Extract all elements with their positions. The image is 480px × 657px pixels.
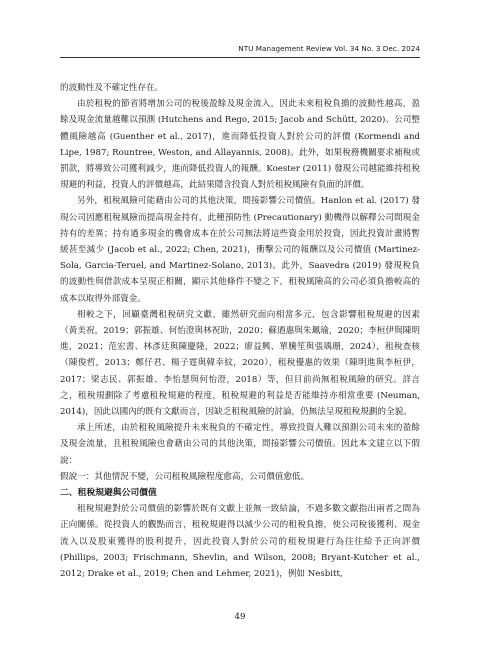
page-number: 49: [234, 612, 246, 622]
paragraph-tax-avoidance-value: 租稅規避對於公司價值的影響於既有文獻上並無一致結論，不過多數文獻指出兩者之間為正向關係。從投資人的觀點而言，租稅規避得以減少公司的租稅負擔，使公司稅後獲利、現金流入以及股東獲得的股利提升，因此投資人對於公司的租稅規避行為往往給予正向評價 (Phillips, 2003; Frischmann, Shevlin, and Wilson, 2008; Bryant-Kutcher et al., 2012; Drake et al., 2019; Chen and Lehmer, 2021)，例如 Nesbitt,: [60, 504, 420, 580]
paragraph-continuation: 的波動性及不確定性存在。: [60, 83, 164, 93]
paragraph-hypothesis-intro: 承上所述，由於租稅風險提升未來稅負的不確定性，導致投資人難以預測公司未來的盈餘及現金流量，且租稅風險也會藉由公司的其他決策，間接影響公司價值。因此本文建立以下假說：: [60, 423, 420, 466]
section-heading: 二、租稅規避與公司價值: [60, 488, 157, 499]
article-body: [60, 80, 420, 582]
header-rule: [60, 57, 420, 58]
hypothesis-one: 假說一：其他情況不變，公司租稅風險程度愈高，公司價值愈低。: [60, 471, 310, 482]
paragraph-taiwan-literature: 相較之下，回顧臺灣租稅研究文獻，雖然研究面向相當多元，包含影響租稅規避的因素（黃美祝，2019；郭振雄、何怡澄與林祝助，2020；蘇迺惠與朱珮瑜，2020；李桓伊與陳明進，2021；范宏書、林彥廷與陳慶隆，2022；廖益興、單騰笙與張瑀珊，2024），租稅查核（陳俊哲，2013；鄭仔君、楊子霆與韓幸紋，2020），租稅優惠的效果（陳明進與李桓伊，2017；梁志民、郭振雄、李怡慧與何怡澄，2018）等，但目前尚無租稅風險的研究。詳言之，租稅規劃除了考慮租稅規避的程度，租稅規避的利益是否能維持亦相當重要 (Neuman, 2014)，因此以國內的既有文獻而言，因缺乏租稅風險的討論，仍無法呈現租稅規劃的全貌。: [60, 309, 420, 418]
paragraph-tax-risk-volatility: 由於租稅的節省將增加公司的稅後盈餘及現金流入，因此未來租稅負擔的波動性越高，盈餘及現金流量越難以預測 (Hutchens and Rego, 2015; Jacob and Schütt, 2020)、公司整體風險越高 (Guenther et al., 2017)，進而降低投資人對於公司的評價 (Kormendi and Lipe, 1987; Rountree, Weston, and Allayannis, 2008)。此外，如果稅務機關要求補稅或罰款，將導致公司獲利減少，進而降低投資人的報酬。Koester (2011) 發現公司越能維持租稅規避的利益，投資人的評價越高，此結果隱含投資人對於租稅風險有負面的評價。: [60, 99, 420, 191]
paragraph-indirect-effects: 另外，租稅風險可能藉由公司的其他決策，間接影響公司價值。Hanlon et al. (2017) 發現公司因應租稅風險而提高現金持有，此種預防性 (Precautionary) 動機得以解釋公司間現金持有的差異；持有過多現金的機會成本在於公司無法將這些資金用於投資，因此投資計畫將暫緩甚至減少 (Jacob et al., 2022; Chen, 2021)，衝擊公司的報酬以及公司價值 (Martinez-Sola, Garcia-Teruel, and Martinez-Solano, 2013)。此外，Saavedra (2019) 發現稅負的波動性與借款成本呈現正相關，顯示其他條件不變之下，租稅風險高的公司必須負擔較高的成本以取得外部資金。: [60, 196, 420, 304]
running-header: NTU Management Review Vol. 34 No. 3 Dec. 2024: [238, 44, 420, 53]
